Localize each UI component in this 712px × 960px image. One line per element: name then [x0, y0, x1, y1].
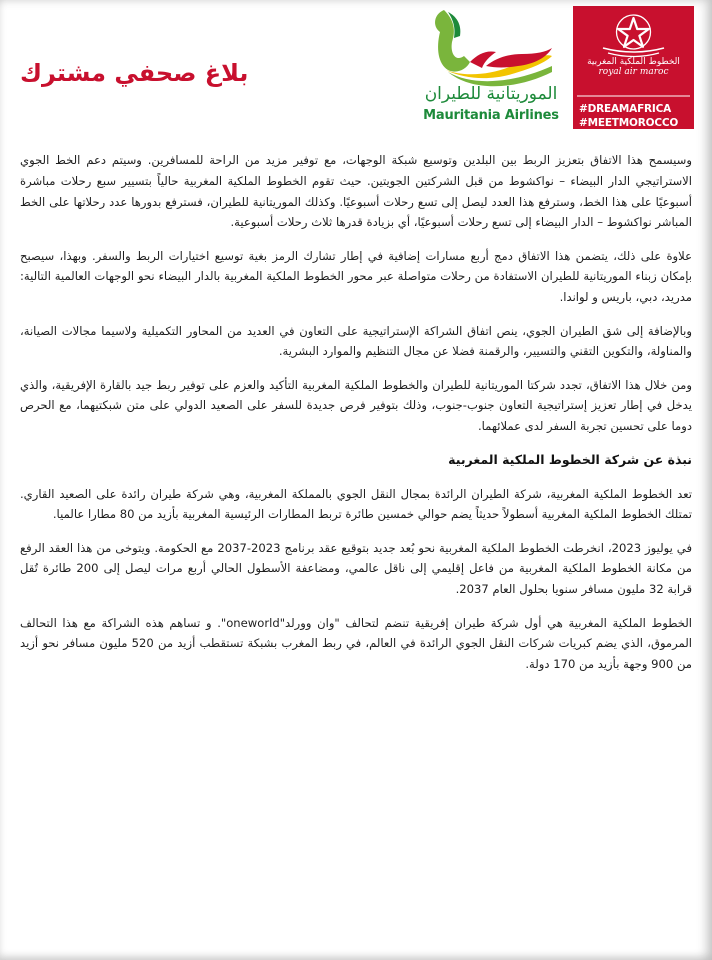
body-paragraph-4: ومن خلال هذا الاتفاق، تجدد شركتا الموريتانية للطيران والخطوط الملكية المغربية التأكيد والعزم على توفير ربط جيد بالقارة الإفريقية، والذي يدخل في إطار تعزيز إستراتيجية التعاون جنوب-جنوب، وذلك بتوفير فرص جديدة للسفر على الصعيد الدولي على متن شبكتيهما، مع الحرص دوما على تحسين تجربة السفر لدى عملائهما. [20, 377, 692, 434]
press-release-title: بلاغ صحفي مشترك [20, 59, 249, 87]
about-paragraph-1: تعد الخطوط الملكية المغربية، شركة الطيران الرائدة بمجال النقل الجوي بالمملكة المغربية، وهي شركة طيران رائدة على الصعيد القاري. تمتلك الخطوط الملكية المغربية أسطولاً حديثاً يضم حوالي خمسين طائرة تربط المطارات الرئيسية المغربية بأزيد من 80 مطارا عالميا. [20, 486, 692, 522]
press-release-body [20, 150, 692, 687]
about-paragraph-3: الخطوط الملكية المغربية هي أول شركة طيران إفريقية تنضم لتحالف "وان وورلد"oneworld". و تساهم هذه الشراكة مع هذا التحالف المرموق، الذي يضم كبريات شركات النقل الجوي الرائدة في العالم، في ربط المغرب بشبكة تستقطب أزيد من 520 مليون مسافر نحو أزيد من 900 وجهة بأزيد من 170 دولة. [20, 615, 692, 672]
mauritania-airlines-name-english: Mauritania Airlines [423, 108, 559, 123]
royal-air-maroc-logo [573, 6, 694, 129]
ram-name-english: royal air maroc [598, 67, 669, 77]
body-paragraph-1: وسيسمح هذا الاتفاق بتعزيز الربط بين البلدين وتوسيع شبكة الوجهات، مع توفير مزيد من الراحة للمسافرين. وسيتم دعم الخط الجوي الاستراتيجي الدار البيضاء – نواكشوط من قبل الشركتين الجويتين. حيث تقوم الخطوط الملكية المغربية حالياً بتسيير سبع رحلات مباشرة أسبوعيًا على هذا الخط، وسترفع هذا العدد ليصل إلى تسع رحلات أسبوعيًا. وكذلك الموريتانية للطيران، فسترفع بدورها عدد رحلاتها على الخط المباشر نواكشوط – الدار البيضاء إلى تسع رحلات أسبوعيًا، أي بزيادة قدرها ثلاث رحلات أسبوعية. [20, 153, 692, 230]
about-paragraph-2: في يوليوز 2023، انخرطت الخطوط الملكية المغربية نحو بُعد جديد بتوقيع عقد برنامج 2023-2037 مع الحكومة. ويتوخى من هذا العقد الرفع من مكانة الخطوط الملكية المغربية من فاعل إقليمي إلى ناقل عالمي، ومضاعفة الأسطول الحالي أربع مرات ليصل إلى 200 طائرة تُقل قرابة 32 مليون مسافر سنويا بحلول العام 2037. [20, 540, 692, 597]
ram-hashtag-dreamafrica: #DREAMAFRICA [579, 103, 672, 115]
body-paragraph-3: وبالإضافة إلى شق الطيران الجوي، ينص اتفاق الشراكة الإستراتيجية على التعاون في العديد من المحاور التكميلية ولاسيما مجالات الصيانة، والمناولة، والتكوين التقني والتسيير، والرقمنة فضلا عن مجال التنظيم والموارد البشرية. [20, 323, 692, 359]
ram-hashtag-meetmorocco: #MEETMOROCCO [579, 117, 679, 129]
body-paragraph-2: علاوة على ذلك، يتضمن هذا الاتفاق دمج أربع مسارات إضافية في إطار تشارك الرمز بغية توسيع اختيارات الربط والسفر. وبهذا، سيصبح بإمكان زبناء الموريتانية للطيران الاستفادة من رحلات متواصلة عبر محور الخطوط الملكية المغربية بالدار البيضاء نحو الوجهات العالمية التالية: مدريد، دبي، باريس و لواندا. [20, 248, 692, 305]
about-section-heading: نبذة عن شركة الخطوط الملكية المغربية [448, 451, 692, 467]
ram-name-arabic: الخطوط الملكية المغربية [587, 57, 680, 67]
mauritania-airlines-name-arabic: الموريتانية للطيران [424, 84, 558, 104]
